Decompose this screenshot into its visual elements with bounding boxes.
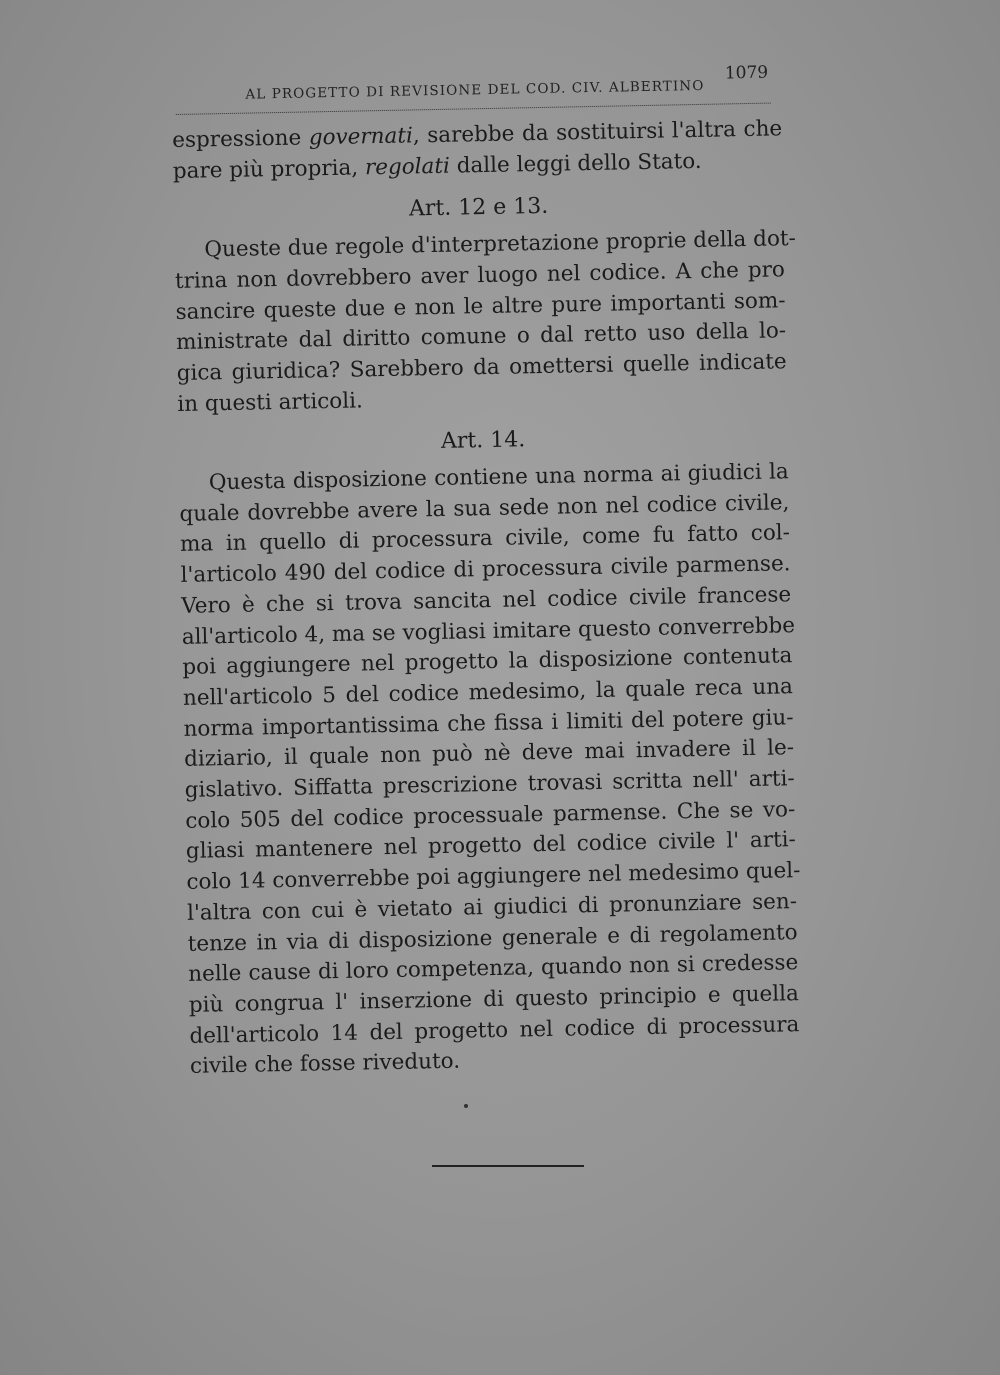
text-line: espressione governati, sarebbe da sostituirsi l'altra che <box>172 116 783 153</box>
text-line: poi aggiungere nel progetto la disposizione contenuta <box>182 643 793 681</box>
text-line: quale dovrebbe avere la sua sede non nel codice civile, <box>179 489 790 527</box>
text-line: ma in quello di processura civile, come fu fatto col- <box>179 520 791 558</box>
text-line: diziario, il quale non può nè deve mai invadere il le- <box>183 735 795 773</box>
text-line: gica giuridica? Sarebbero da omettersi quelle indicate <box>176 349 787 386</box>
ink-speck <box>464 1104 468 1108</box>
text-line: tenze in via di disposizione generale e di regolamento <box>187 919 798 957</box>
end-rule <box>432 1165 584 1167</box>
text-line: l'altra con cui è vietato ai giudici di pronunziare sen- <box>186 889 798 926</box>
text-line: Queste due regole d'interpretazione proprie della dot- <box>204 226 797 263</box>
text-line: sancire queste due e non le altre pure importanti som- <box>175 287 786 325</box>
body-text <box>172 114 800 1083</box>
running-title: AL PROGETTO DI REVISIONE DEL COD. CIV. ALBERTINO <box>245 77 705 103</box>
text-line: l'articolo 490 del codice di processura civile parmense. <box>180 551 791 589</box>
text-line: dell'articolo 14 del progetto nel codice di processura <box>189 1011 800 1049</box>
text-line: Questa disposizione contiene una norma ai giudici la <box>208 459 789 496</box>
text-line: Vero è che si trova sancita nel codice civile francese <box>180 582 792 619</box>
text-line: in questi articoli. <box>177 388 364 417</box>
text-line: pare più propria, regolati dalle leggi dello Stato. <box>172 148 702 184</box>
text-line: nelle cause di loro competenza, quando non si credesse <box>188 950 799 988</box>
text-line: civile che fosse riveduto. <box>189 1049 461 1080</box>
italic-term: regolati <box>364 153 451 181</box>
text-line: più congrua l' inserzione di questo principio e quella <box>188 981 800 1018</box>
text-line: nell'articolo 5 del codice medesimo, la quale reca una <box>182 674 794 711</box>
text-line: colo 505 del codice processuale parmense. Che se vo- <box>185 796 796 834</box>
text-line: trina non dovrebbero aver luogo nel codice. A che pro <box>174 257 786 294</box>
text-line: gliasi mantenere nel progetto del codice civile l' arti- <box>185 827 797 865</box>
text-line: norma importantissima che fissa i limiti del potere giu- <box>183 704 794 742</box>
article-heading: Art. 14. <box>440 427 526 455</box>
text-line: colo 14 converrebbe poi aggiungere nel medesimo quel- <box>186 858 801 896</box>
page-header <box>175 61 770 103</box>
text-line: ministrate dal diritto comune o dal retto uso della lo- <box>175 318 787 356</box>
page-number: 1079 <box>724 62 769 84</box>
article-heading: Art. 12 e 13. <box>408 194 549 222</box>
italic-term: governati <box>308 123 414 151</box>
header-rule <box>176 103 771 115</box>
text-line: all'articolo 4, ma se vogliasi imitare questo converrebbe <box>181 612 796 650</box>
text-line: gislativo. Siffatta prescrizione trovasi scritta nell' arti- <box>184 766 795 803</box>
